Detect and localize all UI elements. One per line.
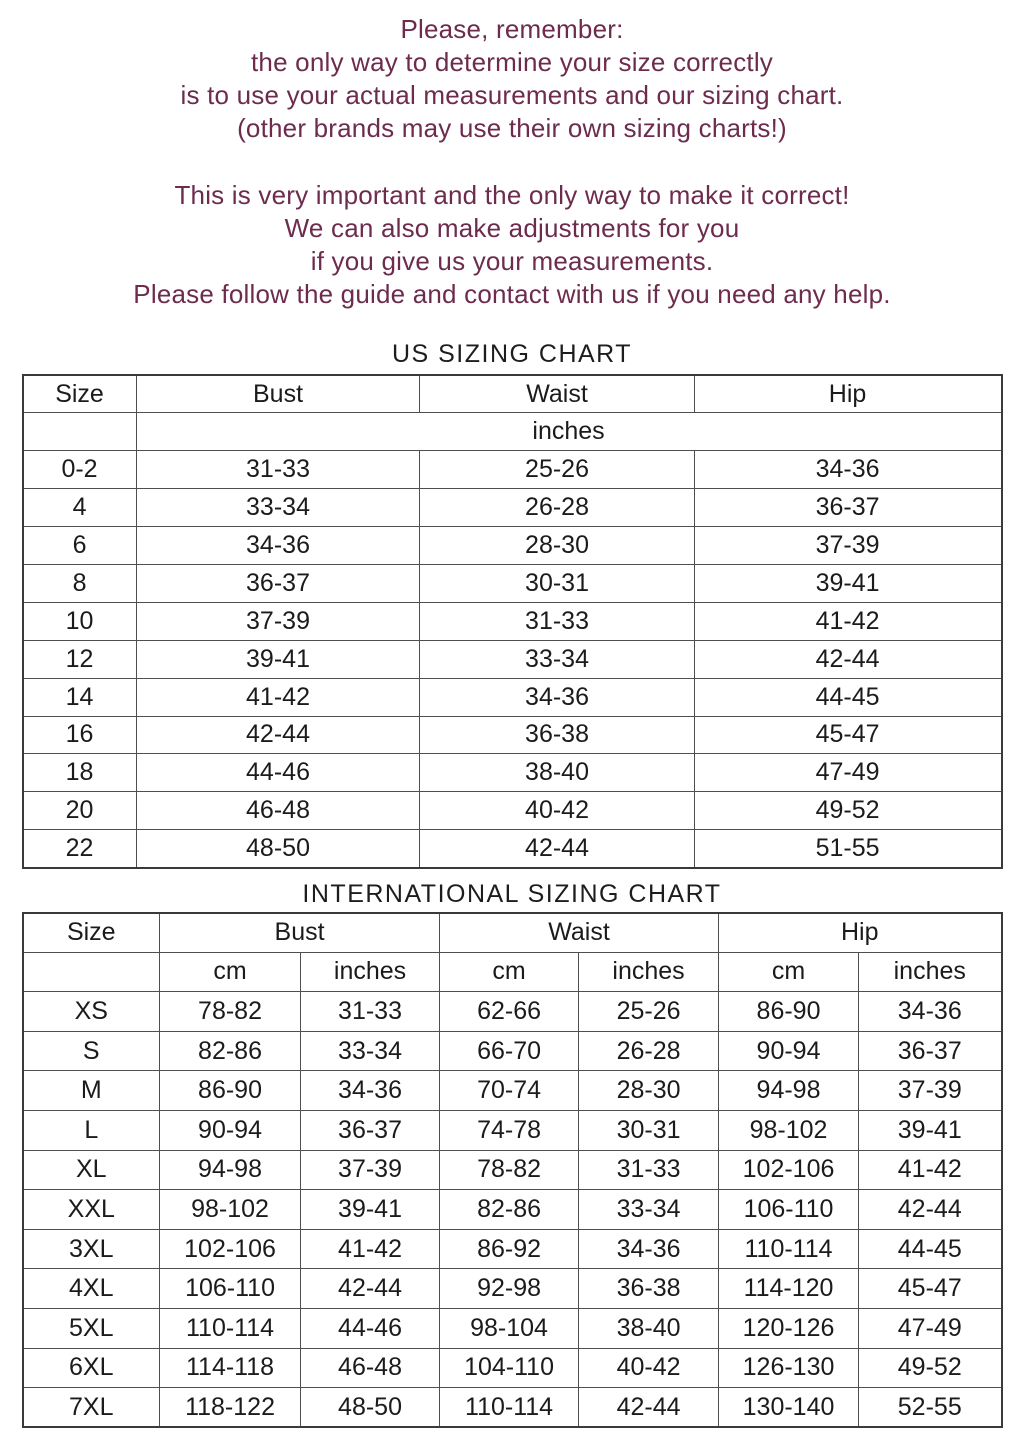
- cell-waist-in: 42-44: [579, 1388, 719, 1428]
- unit-row: [23, 952, 1002, 992]
- cell-waist: 28-30: [420, 527, 694, 565]
- table-row: [23, 640, 1002, 678]
- cell-waist: 38-40: [420, 754, 694, 792]
- cell-waist-in: 33-34: [579, 1190, 719, 1230]
- cell-waist-in: 38-40: [579, 1309, 719, 1349]
- intl-chart-title: INTERNATIONAL SIZING CHART: [302, 879, 722, 908]
- cell-hip: 51-55: [694, 830, 1001, 868]
- column-header-hip: Hip: [719, 913, 1002, 953]
- cell-bust-in: 39-41: [301, 1190, 440, 1230]
- cell-hip-in: 34-36: [859, 992, 1002, 1032]
- cell-bust-in: 46-48: [301, 1348, 440, 1388]
- cell-bust: 34-36: [136, 527, 420, 565]
- cell-size: 4XL: [23, 1269, 160, 1309]
- cell-size: 4: [23, 489, 137, 527]
- cell-waist-in: 26-28: [579, 1031, 719, 1071]
- unit-label: inches: [136, 413, 1001, 451]
- table-row: [23, 1190, 1002, 1230]
- unit-label-cm: cm: [719, 952, 859, 992]
- cell-hip-cm: 130-140: [719, 1388, 859, 1428]
- cell-hip-in: 36-37: [859, 1031, 1002, 1071]
- cell-bust: 41-42: [136, 678, 420, 716]
- cell-bust: 36-37: [136, 564, 420, 602]
- cell-size: 6: [23, 527, 137, 565]
- cell-waist-in: 40-42: [579, 1348, 719, 1388]
- cell-waist-in: 30-31: [579, 1111, 719, 1151]
- cell-hip-in: 45-47: [859, 1269, 1002, 1309]
- column-header-hip: Hip: [694, 375, 1001, 413]
- cell-bust-cm: 82-86: [160, 1031, 301, 1071]
- cell-hip-cm: 106-110: [719, 1190, 859, 1230]
- cell-bust-in: 36-37: [301, 1111, 440, 1151]
- international-sizing-table: [22, 912, 1003, 1429]
- table-row: [23, 1269, 1002, 1309]
- cell-hip: 45-47: [694, 716, 1001, 754]
- cell-bust-cm: 86-90: [160, 1071, 301, 1111]
- cell-size: XXL: [23, 1190, 160, 1230]
- intro-line: if you give us your measurements.: [310, 246, 714, 276]
- table-row: [23, 1071, 1002, 1111]
- table-row: [23, 1111, 1002, 1151]
- cell-hip: 34-36: [694, 451, 1001, 489]
- cell-waist: 34-36: [420, 678, 694, 716]
- cell-hip-in: 49-52: [859, 1348, 1002, 1388]
- table-row: [23, 1150, 1002, 1190]
- cell-hip: 41-42: [694, 602, 1001, 640]
- cell-hip: 47-49: [694, 754, 1001, 792]
- cell-bust-in: 42-44: [301, 1269, 440, 1309]
- cell-waist-cm: 110-114: [440, 1388, 579, 1428]
- cell-bust-in: 37-39: [301, 1150, 440, 1190]
- cell-bust-cm: 110-114: [160, 1309, 301, 1349]
- cell-hip-in: 39-41: [859, 1111, 1002, 1151]
- cell-size: 0-2: [23, 451, 137, 489]
- empty-cell: [23, 952, 160, 992]
- cell-hip: 39-41: [694, 564, 1001, 602]
- cell-hip-cm: 90-94: [719, 1031, 859, 1071]
- cell-hip-cm: 94-98: [719, 1071, 859, 1111]
- table-row: [23, 602, 1002, 640]
- cell-size: 3XL: [23, 1229, 160, 1269]
- cell-waist-in: 34-36: [579, 1229, 719, 1269]
- table-row: [23, 564, 1002, 602]
- column-header-bust: Bust: [136, 375, 420, 413]
- cell-size: 8: [23, 564, 137, 602]
- table-row: [23, 527, 1002, 565]
- cell-waist-cm: 62-66: [440, 992, 579, 1032]
- cell-bust-in: 33-34: [301, 1031, 440, 1071]
- unit-row: [23, 413, 1002, 451]
- cell-waist-cm: 98-104: [440, 1309, 579, 1349]
- cell-bust: 44-46: [136, 754, 420, 792]
- cell-waist-in: 31-33: [579, 1150, 719, 1190]
- column-header-waist: Waist: [420, 375, 694, 413]
- cell-waist: 33-34: [420, 640, 694, 678]
- cell-size: 20: [23, 792, 137, 830]
- cell-hip: 42-44: [694, 640, 1001, 678]
- cell-waist-in: 36-38: [579, 1269, 719, 1309]
- cell-size: 12: [23, 640, 137, 678]
- cell-size: 18: [23, 754, 137, 792]
- intro-line: (other brands may use their own sizing charts!): [237, 113, 787, 143]
- table-header-row: [23, 375, 1002, 413]
- cell-hip-cm: 126-130: [719, 1348, 859, 1388]
- table-row: [23, 792, 1002, 830]
- cell-bust-in: 34-36: [301, 1071, 440, 1111]
- table-row: [23, 451, 1002, 489]
- cell-hip-cm: 114-120: [719, 1269, 859, 1309]
- table-header-row: [23, 913, 1002, 953]
- cell-bust: 37-39: [136, 602, 420, 640]
- cell-size: 7XL: [23, 1388, 160, 1428]
- unit-label-cm: cm: [160, 952, 301, 992]
- cell-waist-cm: 70-74: [440, 1071, 579, 1111]
- cell-waist: 36-38: [420, 716, 694, 754]
- cell-hip: 49-52: [694, 792, 1001, 830]
- table-row: [23, 678, 1002, 716]
- cell-hip-cm: 120-126: [719, 1309, 859, 1349]
- cell-hip-cm: 86-90: [719, 992, 859, 1032]
- cell-bust: 39-41: [136, 640, 420, 678]
- cell-bust-cm: 98-102: [160, 1190, 301, 1230]
- cell-waist-in: 28-30: [579, 1071, 719, 1111]
- unit-label-inches: inches: [301, 952, 440, 992]
- cell-size: 6XL: [23, 1348, 160, 1388]
- intro-line: Please follow the guide and contact with us if you need any help.: [133, 279, 891, 309]
- cell-size: 10: [23, 602, 137, 640]
- cell-hip-in: 37-39: [859, 1071, 1002, 1111]
- cell-bust-in: 41-42: [301, 1229, 440, 1269]
- cell-bust-cm: 102-106: [160, 1229, 301, 1269]
- cell-bust: 33-34: [136, 489, 420, 527]
- table-row: [23, 992, 1002, 1032]
- cell-size: S: [23, 1031, 160, 1071]
- cell-waist: 31-33: [420, 602, 694, 640]
- cell-waist-cm: 82-86: [440, 1190, 579, 1230]
- cell-waist-cm: 86-92: [440, 1229, 579, 1269]
- table-row: [23, 489, 1002, 527]
- cell-hip: 37-39: [694, 527, 1001, 565]
- cell-hip-cm: 110-114: [719, 1229, 859, 1269]
- cell-size: L: [23, 1111, 160, 1151]
- cell-bust: 46-48: [136, 792, 420, 830]
- us-chart-title: US SIZING CHART: [391, 340, 633, 368]
- cell-bust-cm: 118-122: [160, 1388, 301, 1428]
- cell-size: 16: [23, 716, 137, 754]
- cell-waist: 40-42: [420, 792, 694, 830]
- cell-bust-cm: 114-118: [160, 1348, 301, 1388]
- cell-bust-in: 31-33: [301, 992, 440, 1032]
- intro-paragraph-1: [0, 13, 1024, 145]
- cell-hip: 44-45: [694, 678, 1001, 716]
- cell-hip-in: 47-49: [859, 1309, 1002, 1349]
- column-header-size: Size: [23, 375, 137, 413]
- cell-hip-cm: 98-102: [719, 1111, 859, 1151]
- cell-bust-cm: 106-110: [160, 1269, 301, 1309]
- cell-bust-cm: 90-94: [160, 1111, 301, 1151]
- cell-waist-cm: 78-82: [440, 1150, 579, 1190]
- cell-size: M: [23, 1071, 160, 1111]
- intro-line: is to use your actual measurements and our sizing chart.: [180, 80, 844, 110]
- cell-hip-cm: 102-106: [719, 1150, 859, 1190]
- intro-line: the only way to determine your size correctly: [251, 47, 773, 77]
- table-row: [23, 1348, 1002, 1388]
- cell-size: 5XL: [23, 1309, 160, 1349]
- us-sizing-table: [22, 374, 1003, 869]
- cell-waist: 30-31: [420, 564, 694, 602]
- table-row: [23, 1388, 1002, 1428]
- table-row: [23, 716, 1002, 754]
- cell-bust: 31-33: [136, 451, 420, 489]
- cell-waist-cm: 104-110: [440, 1348, 579, 1388]
- unit-label-inches: inches: [859, 952, 1002, 992]
- cell-bust-cm: 94-98: [160, 1150, 301, 1190]
- unit-label-inches: inches: [579, 952, 719, 992]
- cell-waist: 42-44: [420, 830, 694, 868]
- table-row: [23, 1309, 1002, 1349]
- column-header-size: Size: [23, 913, 160, 953]
- intro-line: Please, remember:: [400, 14, 624, 44]
- cell-hip: 36-37: [694, 489, 1001, 527]
- intro-line: We can also make adjustments for you: [284, 213, 740, 243]
- unit-label-cm: cm: [440, 952, 579, 992]
- cell-waist-in: 25-26: [579, 992, 719, 1032]
- cell-hip-in: 44-45: [859, 1229, 1002, 1269]
- cell-bust: 42-44: [136, 716, 420, 754]
- cell-bust-cm: 78-82: [160, 992, 301, 1032]
- cell-waist: 25-26: [420, 451, 694, 489]
- intro-paragraph-2: [0, 179, 1024, 311]
- cell-hip-in: 52-55: [859, 1388, 1002, 1428]
- cell-waist-cm: 74-78: [440, 1111, 579, 1151]
- cell-hip-in: 42-44: [859, 1190, 1002, 1230]
- cell-hip-in: 41-42: [859, 1150, 1002, 1190]
- column-header-bust: Bust: [160, 913, 440, 953]
- column-header-waist: Waist: [440, 913, 719, 953]
- table-row: [23, 830, 1002, 868]
- cell-waist-cm: 66-70: [440, 1031, 579, 1071]
- cell-size: 22: [23, 830, 137, 868]
- table-row: [23, 1031, 1002, 1071]
- empty-cell: [23, 413, 137, 451]
- cell-size: 14: [23, 678, 137, 716]
- cell-size: XS: [23, 992, 160, 1032]
- cell-bust: 48-50: [136, 830, 420, 868]
- table-row: [23, 754, 1002, 792]
- intro-text: [0, 0, 1024, 311]
- table-row: [23, 1229, 1002, 1269]
- cell-bust-in: 44-46: [301, 1309, 440, 1349]
- cell-bust-in: 48-50: [301, 1388, 440, 1428]
- intro-line: This is very important and the only way to make it correct!: [174, 180, 850, 210]
- cell-size: XL: [23, 1150, 160, 1190]
- cell-waist: 26-28: [420, 489, 694, 527]
- cell-waist-cm: 92-98: [440, 1269, 579, 1309]
